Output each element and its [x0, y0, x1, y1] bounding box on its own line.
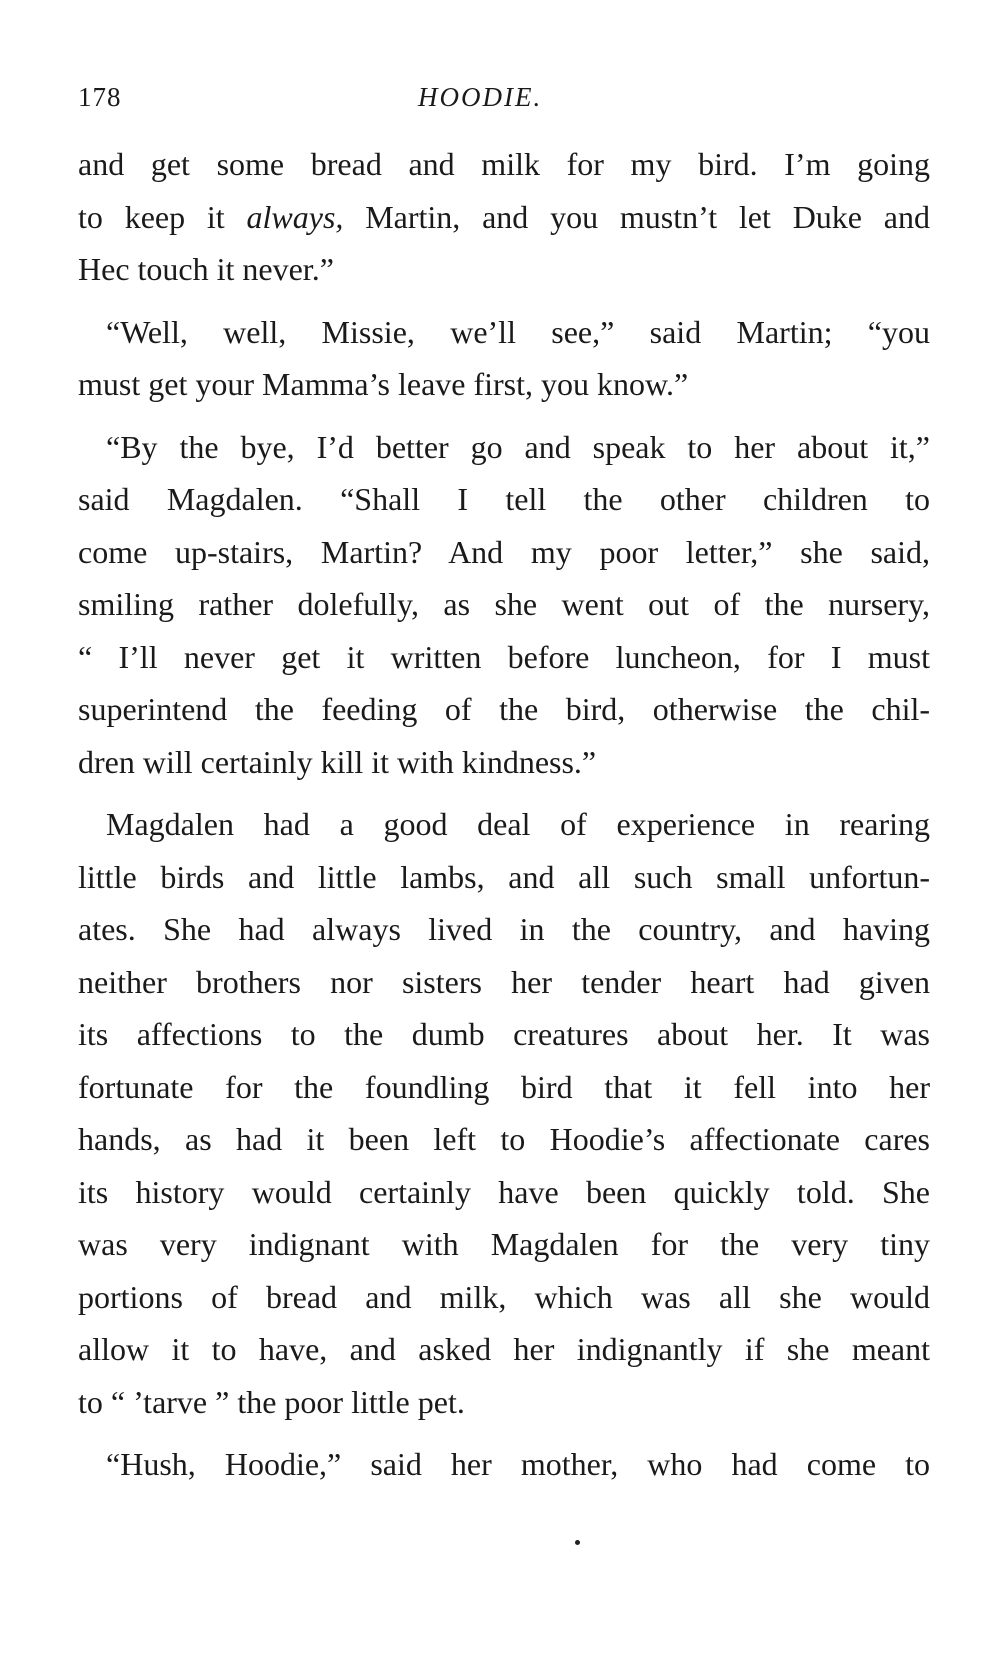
- emphasis: always,: [246, 198, 344, 235]
- text-line: “Hush, Hoodie,” said her mother, who had come to: [106, 1446, 930, 1482]
- text-line: allow it to have, and asked her indignantly if she meant: [78, 1331, 930, 1367]
- text-line: Hec touch it never.”: [78, 251, 334, 287]
- text-line: portions of bread and milk, which was all she would: [78, 1278, 930, 1315]
- text-line: must get your Mamma’s leave first, you know.”: [78, 366, 689, 402]
- paragraph: [78, 306, 930, 411]
- text-line: was very indignant with Magdalen for the very tiny: [78, 1226, 930, 1262]
- paragraph: [78, 1438, 930, 1491]
- text-line: and get some bread and milk for my bird. I’m going: [78, 146, 930, 182]
- page-number: 178: [78, 82, 122, 112]
- paragraph: [78, 421, 930, 789]
- text-line: dren will certainly kill it with kindness.”: [78, 743, 597, 780]
- text-line: smiling rather dolefully, as she went out of the nursery,: [78, 586, 930, 622]
- text-line: its affections to the dumb creatures about her. It was: [78, 1016, 930, 1052]
- text-line: little birds and little lambs, and all such small unfortun-: [78, 858, 930, 895]
- text-line: “ I’ll never get it written before luncheon, for I must: [78, 638, 930, 675]
- ink-dot: [575, 1540, 580, 1545]
- text-line: “Well, well, Missie, we’ll see,” said Martin; “you: [106, 313, 930, 350]
- text-line: superintend the feeding of the bird, otherwise the chil-: [78, 691, 930, 727]
- body-text: [78, 138, 930, 1491]
- text-line: ates. She had always lived in the country, and having: [78, 911, 930, 947]
- text-line: to “ ’tarve ” the poor little pet.: [78, 1383, 465, 1420]
- text-line: come up-stairs, Martin? And my poor letter,” she said,: [78, 533, 930, 570]
- text-line: fortunate for the foundling bird that it fell into her: [78, 1068, 930, 1105]
- page-header: [78, 82, 928, 122]
- text-line: “By the bye, I’d better go and speak to her about it,”: [106, 428, 930, 465]
- text-line: said Magdalen. “Shall I tell the other children to: [78, 481, 930, 517]
- text-line: to keep it always, Martin, and you mustn’t let Duke and: [78, 198, 931, 235]
- text-line: its history would certainly have been quickly told. She: [78, 1173, 930, 1210]
- running-title: HOODIE.: [418, 82, 543, 112]
- text-line: neither brothers nor sisters her tender heart had given: [78, 963, 930, 1000]
- text-line: Magdalen had a good deal of experience in rearing: [106, 806, 930, 842]
- paragraph: [78, 138, 930, 296]
- text-line: hands, as had it been left to Hoodie’s affectionate cares: [78, 1121, 930, 1157]
- paragraph: [78, 798, 930, 1428]
